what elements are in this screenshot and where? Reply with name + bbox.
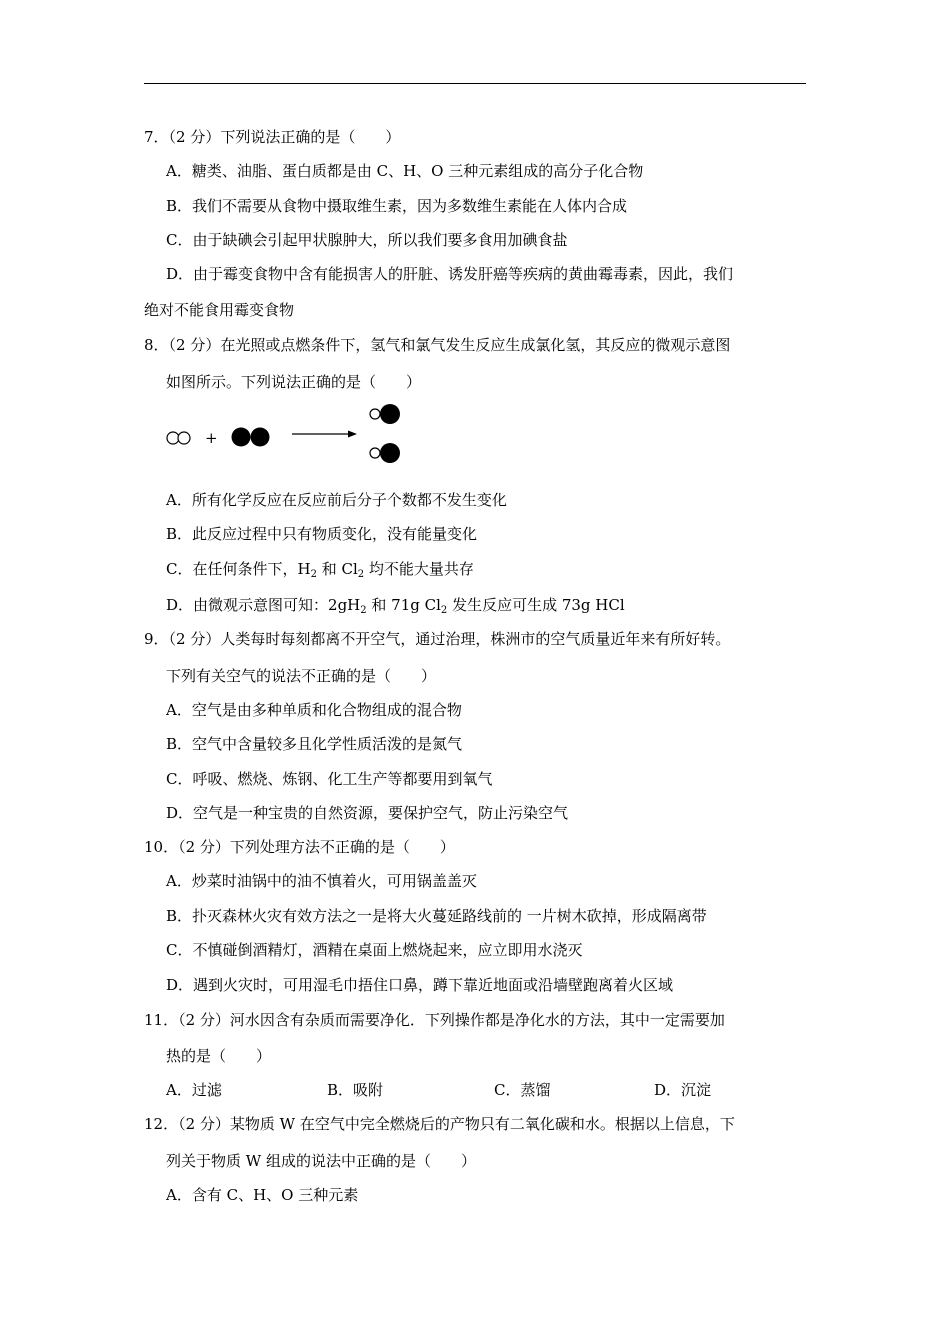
q8-option-b: B．此反应过程中只有物质变化，没有能量变化 <box>166 525 478 543</box>
hcl-molecule-1 <box>370 404 400 424</box>
reaction-arrow <box>292 431 357 438</box>
q12-stem-cont: 列关于物质 W 组成的说法中正确的是（ ） <box>166 1152 476 1170</box>
q9-option-a: A．空气是由多种单质和化合物组成的混合物 <box>166 701 462 719</box>
plus-sign: + <box>205 429 218 447</box>
chlorine-molecule <box>232 428 270 447</box>
q7-option-b: B．我们不需要从食物中摄取维生素，因为多数维生素能在人体内合成 <box>166 197 628 215</box>
q11-option-c: C．蒸馏 <box>494 1081 551 1099</box>
q8-option-d: D．由微观示意图可知：$2gH_2$ 和 71g $Cl_2$ 发生反应可生成 73g HCl <box>166 596 625 616</box>
q7-option-d-cont: 绝对不能食用霉变食物 <box>144 301 295 319</box>
q9-stem: 9．（2 分）人类每时每刻都离不开空气，通过治理，株洲市的空气质量近年来有所好转。 <box>144 630 731 648</box>
q9-stem-cont: 下列有关空气的说法不正确的是（ ） <box>166 667 437 685</box>
q8-option-a: A．所有化学反应在反应前后分子个数都不发生变化 <box>166 491 507 509</box>
q10-stem: 10．（2 分）下列处理方法不正确的是（ ） <box>144 838 455 856</box>
q12-stem: 12．（2 分）某物质 W 在空气中完全燃烧后的产物只有二氧化碳和水。根据以上信息，下 <box>144 1115 735 1133</box>
q11-option-b: B．吸附 <box>327 1081 384 1099</box>
q8-stem-cont: 如图所示。下列说法正确的是（ ） <box>166 373 422 391</box>
q9-option-c: C．呼吸、燃烧、炼钢、化工生产等都要用到氧气 <box>166 770 493 788</box>
q12-option-a: A．含有 C、H、O 三种元素 <box>166 1186 359 1204</box>
q11-option-a: A．过滤 <box>166 1081 222 1099</box>
q11-stem-cont: 热的是（ ） <box>166 1047 272 1065</box>
q10-option-a: A．炒菜时油锅中的油不慎着火，可用锅盖盖灭 <box>166 872 477 890</box>
q11-stem: 11．（2 分）河水因含有杂质而需要净化．下列操作都是净化水的方法，其中一定需要加 <box>144 1011 725 1029</box>
q7-option-a: A．糖类、油脂、蛋白质都是由 C、H、O 三种元素组成的高分子化合物 <box>166 162 644 180</box>
q7-stem: 7．（2 分）下列说法正确的是（ ） <box>144 128 401 146</box>
q11-option-d: D．沉淀 <box>654 1081 712 1099</box>
q9-option-b: B．空气中含量较多且化学性质活泼的是氮气 <box>166 735 463 753</box>
q9-option-d: D．空气是一种宝贵的自然资源，要保护空气，防止污染空气 <box>166 804 569 822</box>
q10-option-b: B．扑灭森林火灾有效方法之一是将大火蔓延路线前的 一片树木砍掉，形成隔离带 <box>166 907 707 925</box>
q7-option-c: C．由于缺碘会引起甲状腺肿大，所以我们要多食用加碘食盐 <box>166 231 568 249</box>
q10-option-c: C．不慎碰倒酒精灯，酒精在桌面上燃烧起来，应立即用水浇灭 <box>166 941 583 959</box>
q7-option-d: D．由于霉变食物中含有能损害人的肝脏、诱发肝癌等疾病的黄曲霉毒素，因此，我们 <box>166 265 734 283</box>
q8-option-c: C．在任何条件下，$H_2$ 和 $Cl_2$ 均不能大量共存 <box>166 560 474 580</box>
q8-stem: 8．（2 分）在光照或点燃条件下，氢气和氯气发生反应生成氯化氢，其反应的微观示意图 <box>144 336 731 354</box>
hcl-molecule-2 <box>370 443 400 463</box>
reaction-diagram <box>160 398 410 468</box>
q10-option-d: D．遇到火灾时，可用湿毛巾捂住口鼻，蹲下靠近地面或沿墙壁跑离着火区域 <box>166 976 674 994</box>
header-rule <box>144 83 806 84</box>
hydrogen-molecule <box>167 432 190 444</box>
